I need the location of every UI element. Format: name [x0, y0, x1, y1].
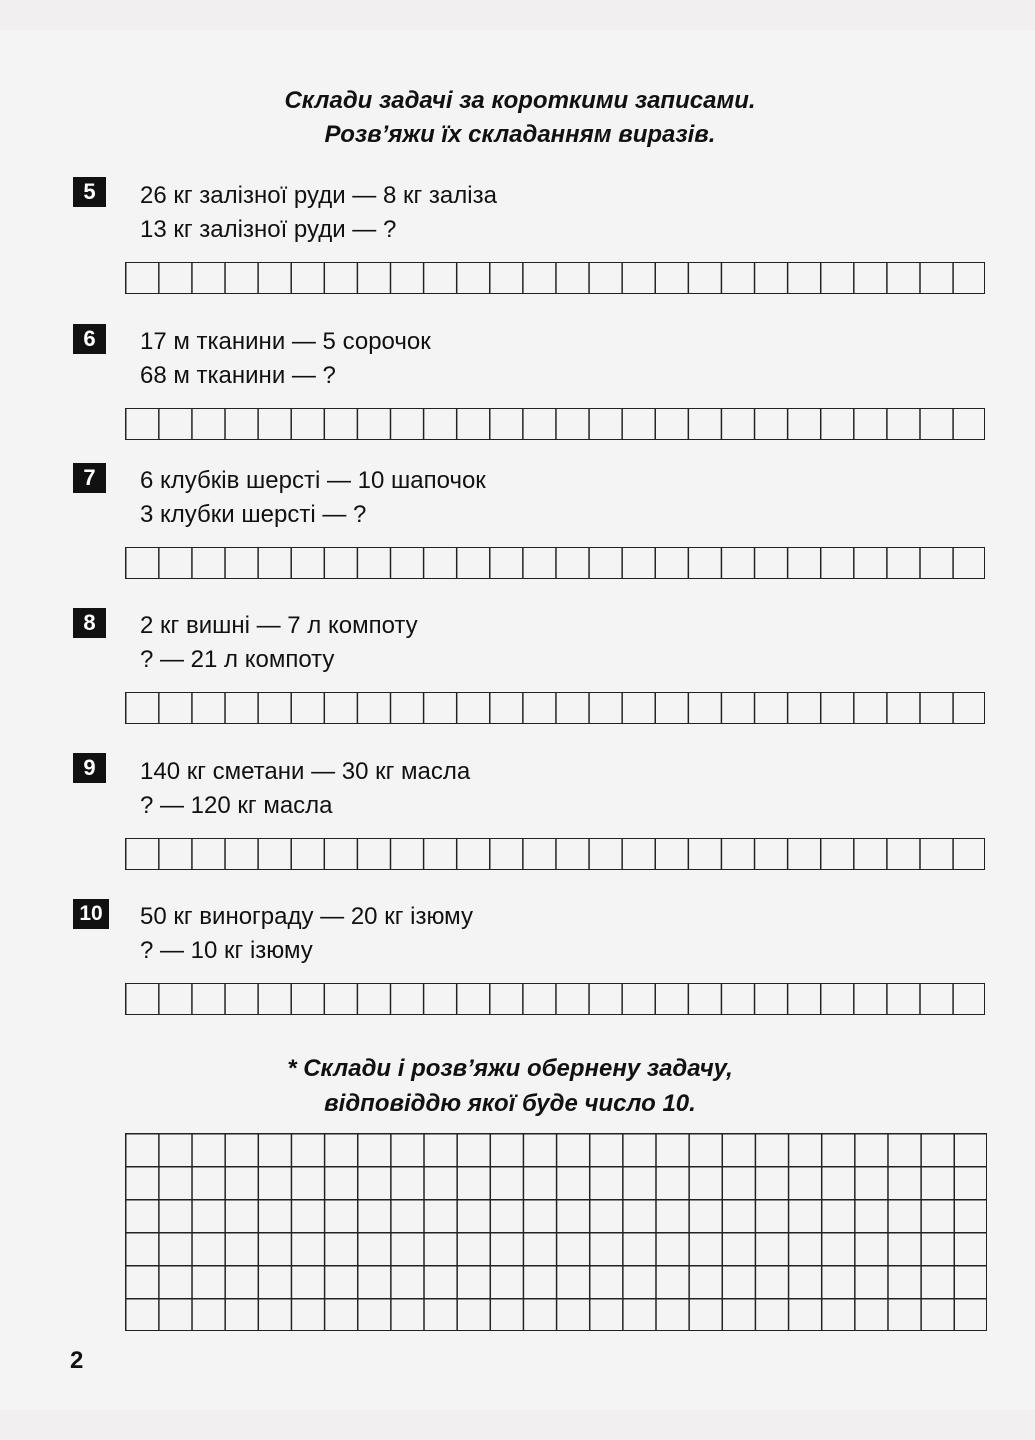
task-line-1: 26 кг залізної руди — 8 кг заліза — [140, 182, 497, 209]
answer-grid-row[interactable] — [125, 262, 985, 294]
task-number-badge: 6 — [73, 324, 106, 354]
page-number: 2 — [70, 1347, 84, 1374]
instruction-line-2: Розв’яжи їх складанням виразів. — [324, 121, 716, 148]
task-line-1: 17 м тканини — 5 сорочок — [140, 328, 431, 355]
instruction-line-1: Склади задачі за короткими записами. — [284, 87, 756, 114]
task-line-1: 140 кг сметани — 30 кг масла — [140, 758, 471, 785]
task-line-2: ? — 10 кг ізюму — [140, 937, 313, 964]
task-line-1: 50 кг винограду — 20 кг ізюму — [140, 903, 473, 930]
task-number-badge: 5 — [73, 177, 106, 207]
task-line-1: 2 кг вишні — 7 л компоту — [140, 612, 418, 639]
answer-grid-row[interactable] — [125, 692, 985, 724]
task-number-badge: 10 — [73, 899, 109, 929]
task-line-2: ? — 21 л компоту — [140, 646, 335, 673]
task-line-2: ? — 120 кг масла — [140, 792, 333, 819]
answer-grid-row[interactable] — [125, 983, 985, 1015]
bonus-instruction-line-2: відповіддю якої буде число 10. — [324, 1090, 696, 1117]
task-number-badge: 9 — [73, 753, 106, 783]
task-number-badge: 8 — [73, 608, 106, 638]
answer-grid-row[interactable] — [125, 838, 985, 870]
task-line-2: 68 м тканини — ? — [140, 362, 336, 389]
task-line-1: 6 клубків шерсті — 10 шапочок — [140, 467, 486, 494]
task-line-2: 3 клубки шерсті — ? — [140, 501, 367, 528]
answer-grid-area[interactable] — [125, 1133, 987, 1331]
answer-grid-row[interactable] — [125, 408, 985, 440]
bonus-instruction-line-1: * Склади і розв’яжи обернену задачу, — [287, 1055, 733, 1082]
task-number-badge: 7 — [73, 463, 106, 493]
task-line-2: 13 кг залізної руди — ? — [140, 216, 397, 243]
answer-grid-row[interactable] — [125, 547, 985, 579]
